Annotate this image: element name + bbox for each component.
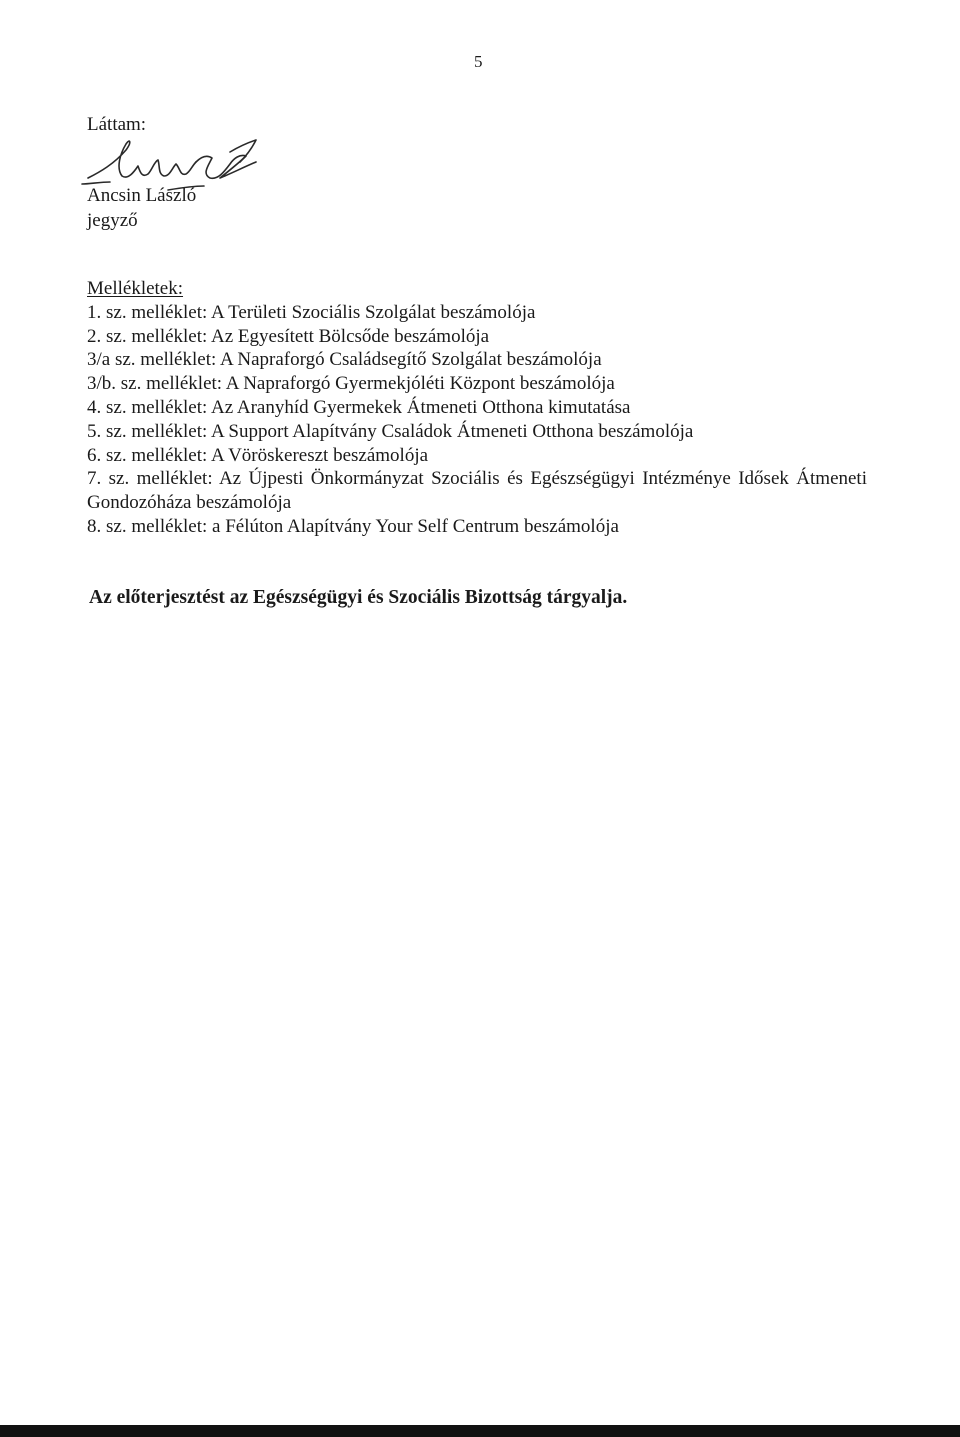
committee-notice: Az előterjesztést az Egészségügyi és Szociális Bizottság tárgyalja. xyxy=(89,587,628,608)
seen-label: Láttam: xyxy=(87,114,147,135)
attachment-item: 3/a sz. melléklet: A Napraforgó Családsegítő Szolgálat beszámolója xyxy=(87,349,602,371)
attachment-item: 1. sz. melléklet: A Területi Szociális Szolgálat beszámolója xyxy=(87,301,536,323)
attachment-item: 7. sz. melléklet: Az Újpesti Önkormányzat Szociális és Egészségügyi Intézménye Idősek Átmeneti Gondozóháza beszámolója xyxy=(87,468,867,514)
attachment-item: 2. sz. melléklet: Az Egyesített Bölcsőde beszámolója xyxy=(87,325,490,347)
scan-bottom-bar xyxy=(0,1425,960,1437)
attachments-heading: Mellékletek: xyxy=(87,278,184,299)
signer-name: Ancsin László xyxy=(87,185,197,206)
attachments-section xyxy=(87,277,867,539)
attachment-item: 5. sz. melléklet: A Support Alapítvány Családok Átmeneti Otthona beszámolója xyxy=(87,420,694,442)
signer-title: jegyző xyxy=(87,210,138,231)
attachment-item: 4. sz. melléklet: Az Aranyhíd Gyermekek Átmeneti Otthona kimutatása xyxy=(87,396,631,418)
attachment-item: 8. sz. melléklet: a Félúton Alapítvány Your Self Centrum beszámolója xyxy=(87,515,619,537)
attachment-item: 6. sz. melléklet: A Vöröskereszt beszámolója xyxy=(87,444,429,466)
attachment-item: 3/b. sz. melléklet: A Napraforgó Gyermekjóléti Központ beszámolója xyxy=(87,373,615,395)
page-number: 5 xyxy=(474,52,483,71)
